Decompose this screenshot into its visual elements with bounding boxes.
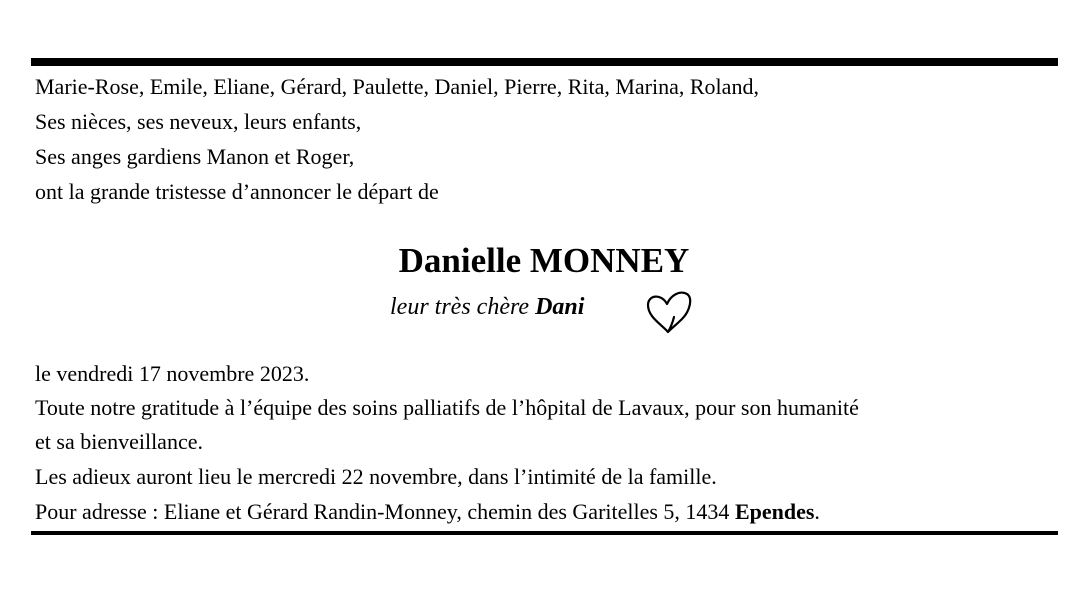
body-line-1: le vendredi 17 novembre 2023. bbox=[35, 361, 310, 386]
nickname: Dani bbox=[535, 294, 585, 320]
family-line-2: Ses nièces, ses neveux, leurs enfants, bbox=[35, 109, 362, 134]
heart-icon bbox=[644, 287, 694, 335]
family-line-3: Ses anges gardiens Manon et Roger, bbox=[35, 144, 355, 169]
body-line-3: et sa bienveillance. bbox=[35, 429, 203, 454]
subtitle-prefix: leur très chère bbox=[390, 294, 536, 320]
family-line-4: ont la grande tristesse d’annoncer le départ de bbox=[35, 179, 439, 204]
deceased-name: Danielle MONNEY bbox=[398, 241, 690, 280]
address-line bbox=[35, 495, 820, 529]
address-town: Ependes bbox=[734, 499, 815, 524]
address-suffix: . bbox=[814, 499, 820, 524]
bottom-rule bbox=[31, 531, 1058, 535]
top-rule bbox=[31, 58, 1058, 66]
deceased-subtitle bbox=[390, 290, 584, 324]
body-line-4: Les adieux auront lieu le mercredi 22 novembre, dans l’intimité de la famille. bbox=[35, 464, 717, 489]
family-line-1: Marie-Rose, Emile, Eliane, Gérard, Paulette, Daniel, Pierre, Rita, Marina, Roland, bbox=[35, 74, 759, 99]
body-line-2: Toute notre gratitude à l’équipe des soins palliatifs de l’hôpital de Lavaux, pour son humanité bbox=[35, 395, 859, 420]
address-prefix: Pour adresse : Eliane et Gérard Randin-Monney, chemin des Garitelles 5, 1434 bbox=[35, 499, 735, 524]
